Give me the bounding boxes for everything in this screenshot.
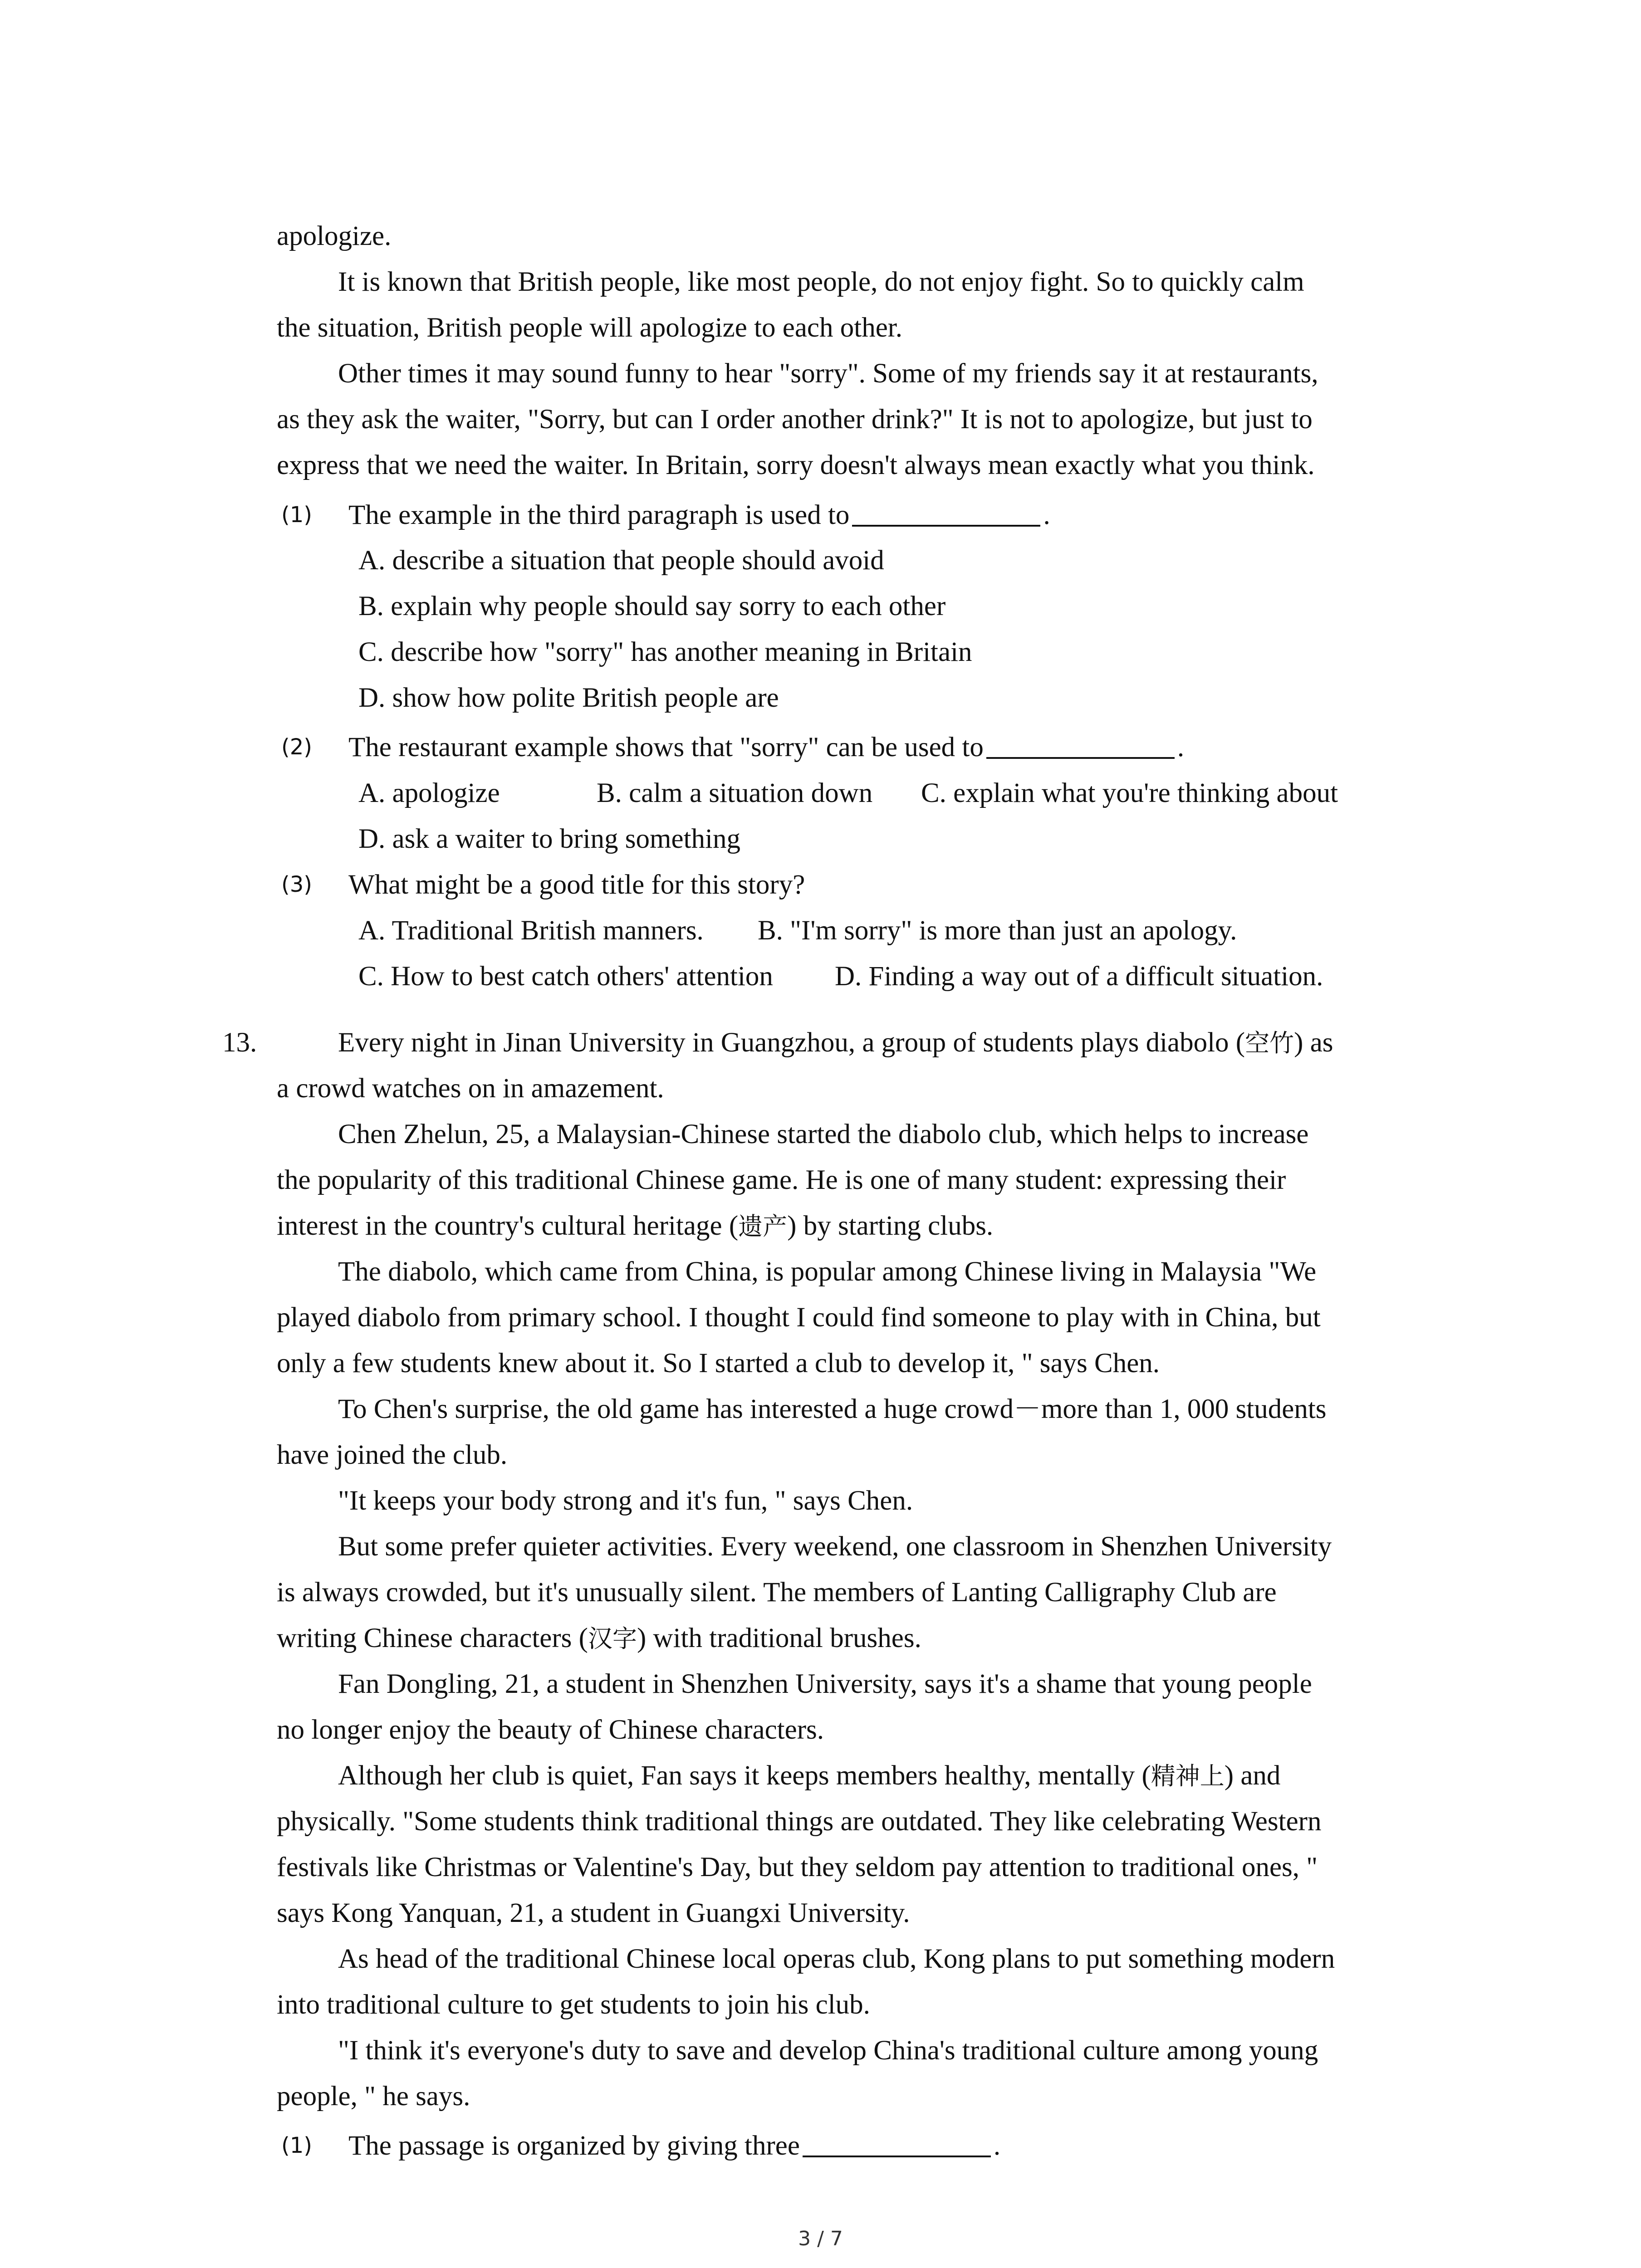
option-c: C. describe how "sorry" has another meaning in Britain: [358, 637, 972, 667]
text-line: physically. "Some students think traditional things are outdated. They like celebrating Western: [277, 1806, 1322, 1837]
text-line: But some prefer quieter activities. Every weekend, one classroom in Shenzhen University: [338, 1531, 1332, 1562]
text-line: the popularity of this traditional Chinese game. He is one of many student: expressing their: [277, 1165, 1286, 1195]
question-number: (3): [281, 872, 312, 897]
text-line: "I think it's everyone's duty to save and develop China's traditional culture among young: [338, 2035, 1318, 2066]
text-line: writing Chinese characters (汉字) with traditional brushes.: [277, 1623, 921, 1653]
text-line: "It keeps your body strong and it's fun, " says Chen.: [338, 1486, 913, 1516]
page-number: 3 / 7: [798, 2227, 843, 2250]
text-line: into traditional culture to get students to join his club.: [277, 1989, 870, 2020]
text-line: played diabolo from primary school. I thought I could find someone to play with in China, but: [277, 1302, 1321, 1333]
option-a: A. Traditional British manners.: [358, 915, 704, 946]
question-number: (1): [281, 502, 312, 528]
text-line: a crowd watches on in amazement.: [277, 1073, 664, 1104]
option-c: C. explain what you're thinking about: [921, 778, 1338, 808]
answer-blank: [852, 498, 1040, 527]
text-line: no longer enjoy the beauty of Chinese characters.: [277, 1715, 824, 1745]
option-a: A. apologize: [358, 778, 500, 808]
text-line: interest in the country's cultural heritage (遗产) by starting clubs.: [277, 1211, 994, 1241]
option-a: A. describe a situation that people should avoid: [358, 545, 884, 576]
text-line: Fan Dongling, 21, a student in Shenzhen University, says it's a shame that young people: [338, 1669, 1312, 1699]
text-line: The diabolo, which came from China, is popular among Chinese living in Malaysia "We: [338, 1256, 1317, 1287]
option-d: D. ask a waiter to bring something: [358, 824, 740, 854]
text-line: people, " he says.: [277, 2081, 470, 2112]
question-number: (1): [281, 2133, 312, 2158]
text-line: only a few students knew about it. So I started a club to develop it, " says Chen.: [277, 1348, 1160, 1378]
text-line: As head of the traditional Chinese local operas club, Kong plans to put something modern: [338, 1944, 1335, 1974]
text-line: Chen Zhelun, 25, a Malaysian-Chinese started the diabolo club, which helps to increase: [338, 1119, 1309, 1149]
question-stem: The example in the third paragraph is used to .: [348, 492, 1050, 538]
option-b: B. "I'm sorry" is more than just an apology.: [758, 915, 1237, 946]
text-line: the situation, British people will apologize to each other.: [277, 313, 902, 343]
text-line: apologize.: [277, 221, 392, 251]
text-line: says Kong Yanquan, 21, a student in Guangxi University.: [277, 1898, 910, 1928]
question-stem: What might be a good title for this story?: [348, 870, 805, 900]
answer-blank: [986, 730, 1175, 759]
text-line: express that we need the waiter. In Britain, sorry doesn't always mean exactly what you think.: [277, 450, 1315, 480]
option-c: C. How to best catch others' attention: [358, 961, 773, 992]
text-line: It is known that British people, like most people, do not enjoy fight. So to quickly calm: [338, 267, 1304, 297]
question-stem: The passage is organized by giving three .: [348, 2123, 1000, 2169]
text-line: have joined the club.: [277, 1440, 508, 1470]
text-line: Although her club is quiet, Fan says it keeps members healthy, mentally (精神上) and: [338, 1760, 1281, 1791]
option-b: B. calm a situation down: [597, 778, 873, 808]
question-number: (2): [281, 734, 312, 760]
option-b: B. explain why people should say sorry to each other: [358, 591, 946, 621]
text-line: festivals like Christmas or Valentine's Day, but they seldom pay attention to traditional ones, ": [277, 1852, 1318, 1882]
text-line: Other times it may sound funny to hear "sorry". Some of my friends say it at restaurants,: [338, 358, 1318, 389]
answer-blank: [803, 2128, 991, 2157]
text-line: Every night in Jinan University in Guangzhou, a group of students plays diabolo (空竹) as: [338, 1027, 1333, 1058]
text-line: as they ask the waiter, "Sorry, but can I order another drink?" It is not to apologize, but just to: [277, 404, 1313, 435]
text-line: is always crowded, but it's unusually silent. The members of Lanting Calligraphy Club are: [277, 1577, 1277, 1608]
question-stem: The restaurant example shows that "sorry" can be used to .: [348, 724, 1184, 770]
option-d: D. show how polite British people are: [358, 683, 779, 713]
passage-number: 13.: [222, 1027, 257, 1058]
text-line: To Chen's surprise, the old game has interested a huge crowd－more than 1, 000 students: [338, 1394, 1327, 1424]
option-d: D. Finding a way out of a difficult situation.: [835, 961, 1323, 992]
